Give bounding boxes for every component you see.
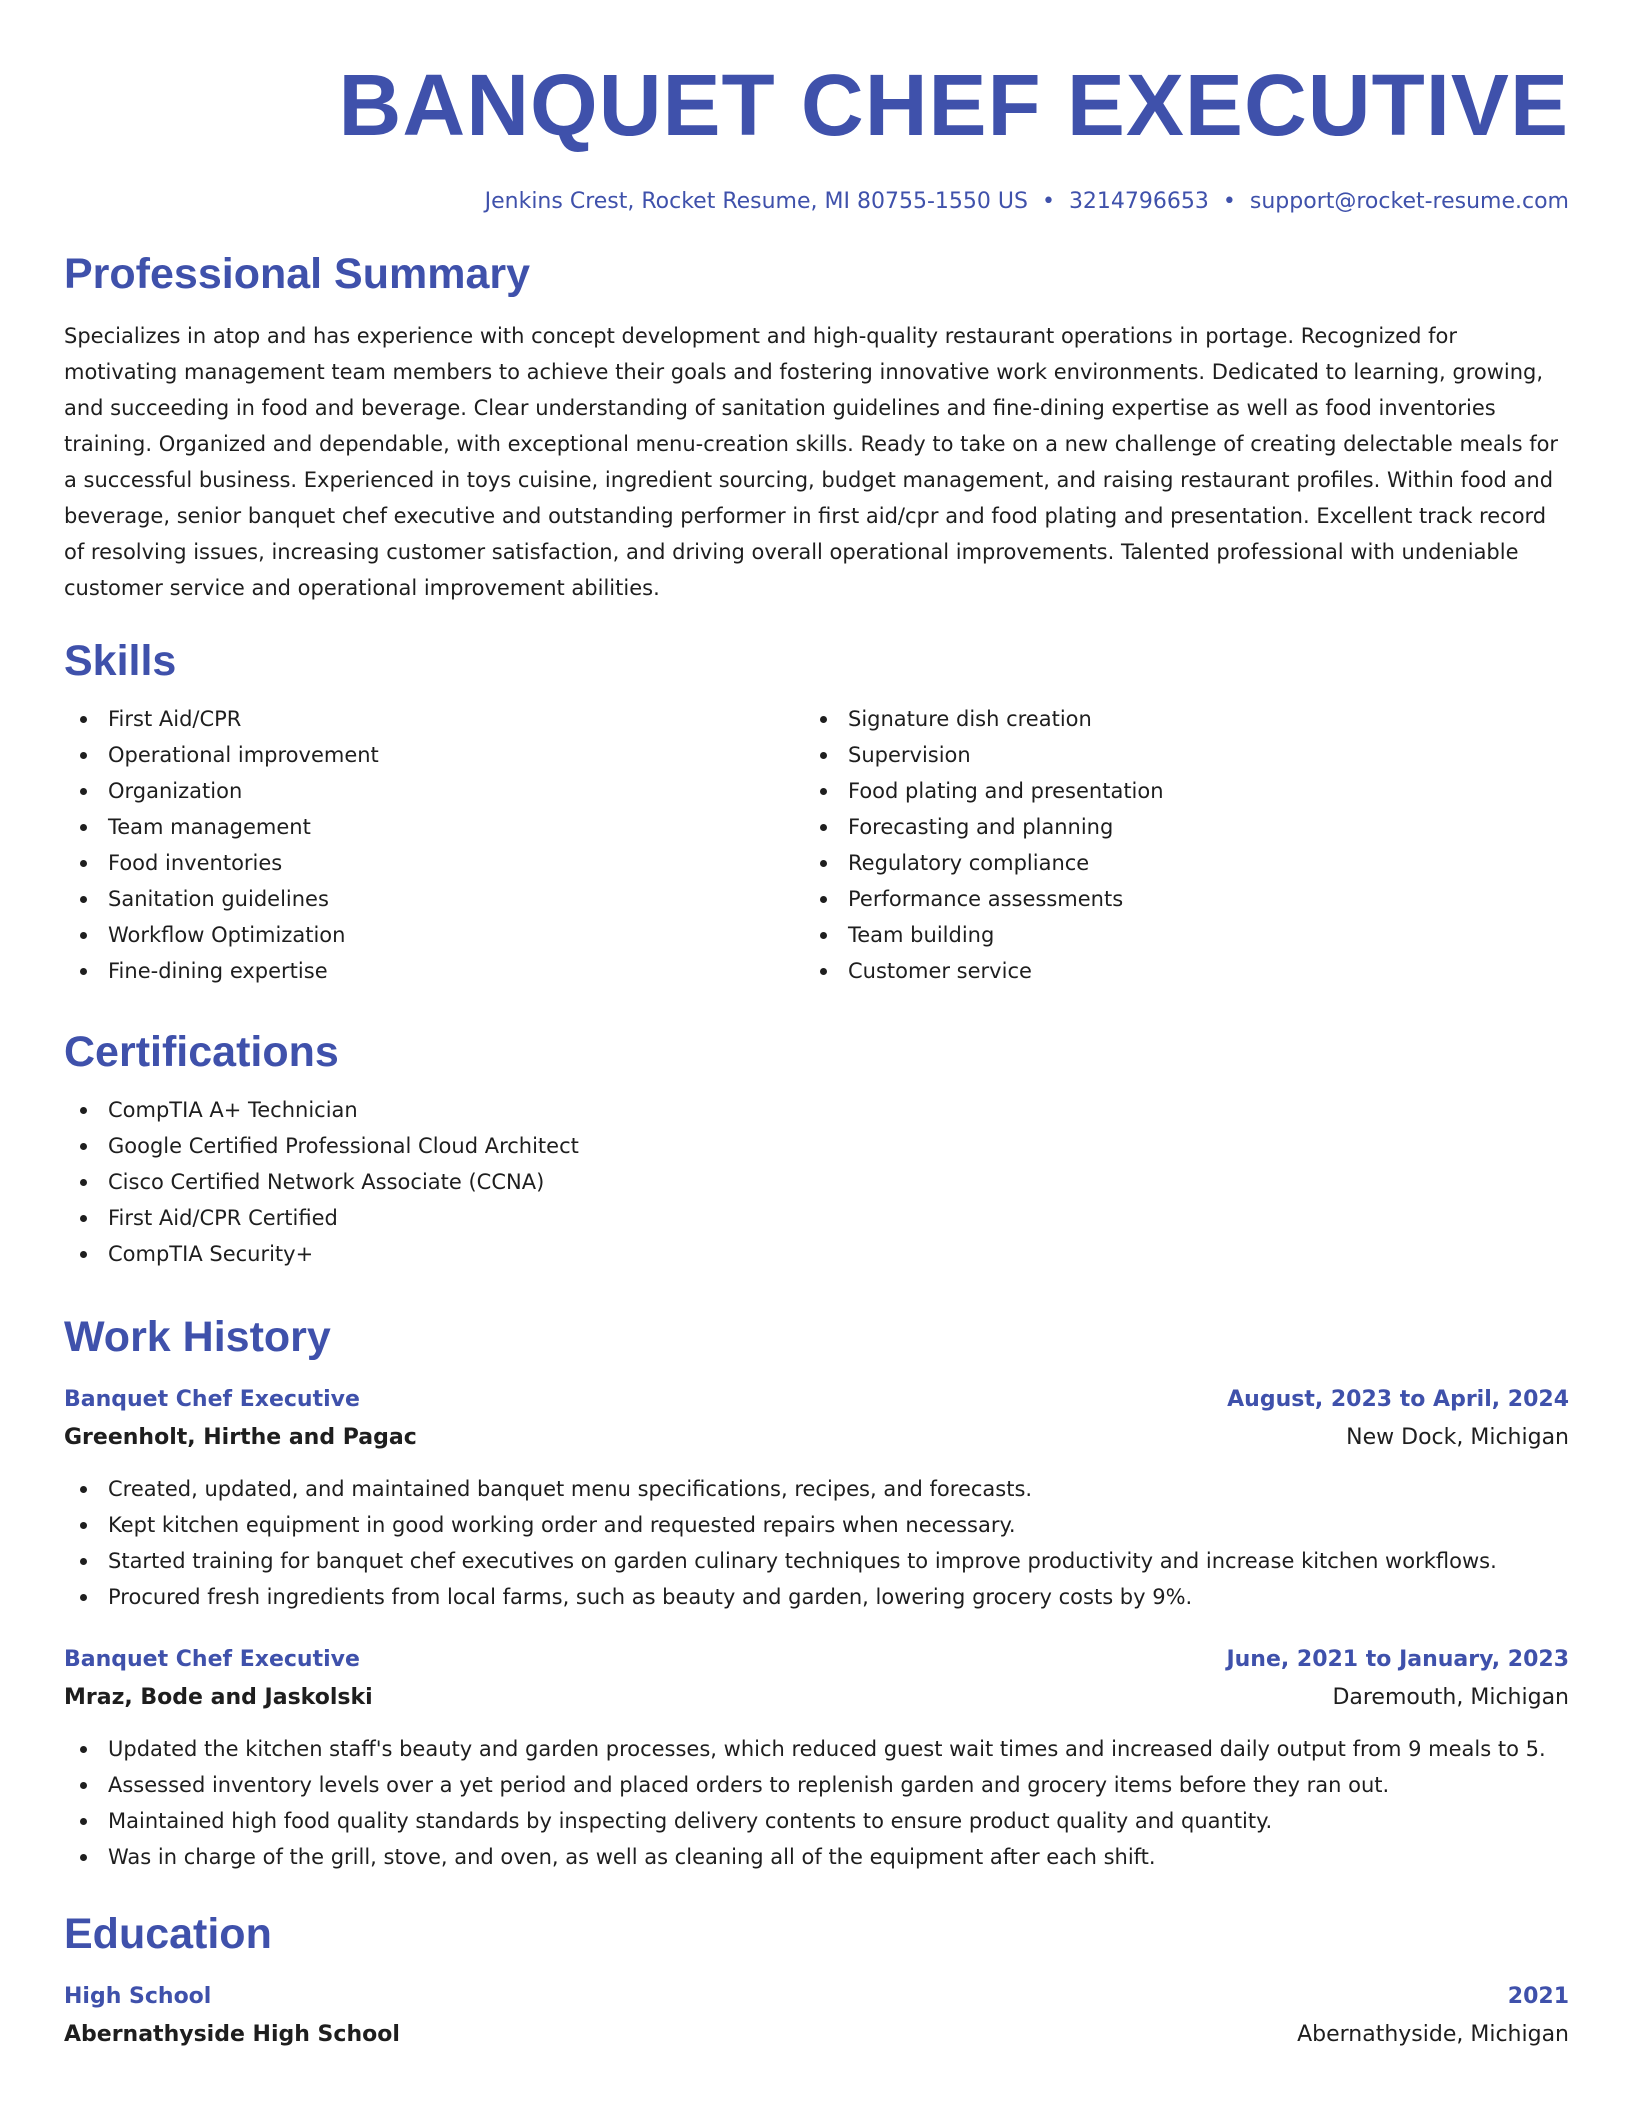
skill-item: Team management <box>64 809 804 845</box>
certification-item: CompTIA Security+ <box>64 1236 1569 1272</box>
certifications-list <box>64 1092 1569 1272</box>
job-entry <box>64 1381 1569 1615</box>
contact-address: Jenkins Crest, Rocket Resume, MI 80755-1550 US <box>484 189 1028 214</box>
contact-separator: • <box>1222 189 1236 214</box>
education-degree-row <box>64 1978 1569 2016</box>
skill-item: Operational improvement <box>64 737 804 773</box>
skills-list-left <box>64 701 804 989</box>
summary-title: Professional Summary <box>64 250 531 298</box>
certification-item: CompTIA A+ Technician <box>64 1092 1569 1128</box>
job-company-row <box>64 1679 1569 1717</box>
skill-item: Performance assessments <box>804 881 1544 917</box>
resume-name: BANQUET CHEF EXECUTIVE <box>338 57 1569 154</box>
work-history-section <box>64 1313 1569 1875</box>
job-bullet: Updated the kitchen staff's beauty and garden processes, which reduced guest wait times and increased daily output from 9 meals to 5. <box>64 1731 1569 1767</box>
contact-separator: • <box>1041 189 1055 214</box>
job-company: Mraz, Bode and Jaskolski <box>64 1685 373 1710</box>
skill-item: Customer service <box>804 953 1544 989</box>
work-history-title: Work History <box>64 1313 331 1361</box>
job-title-row <box>64 1641 1569 1679</box>
skill-item: Food inventories <box>64 845 804 881</box>
certification-item: Cisco Certified Network Associate (CCNA) <box>64 1164 1569 1200</box>
job-bullet: Procured fresh ingredients from local farms, such as beauty and garden, lowering grocery costs by 9%. <box>64 1579 1569 1615</box>
job-dates: August, 2023 to April, 2024 <box>1227 1387 1569 1412</box>
education-year: 2021 <box>1507 1984 1569 2009</box>
job-dates: June, 2021 to January, 2023 <box>1226 1647 1569 1672</box>
skill-item: Supervision <box>804 737 1544 773</box>
skill-item: Signature dish creation <box>804 701 1544 737</box>
job-location: New Dock, Michigan <box>1346 1425 1569 1450</box>
job-bullet: Started training for banquet chef executives on garden culinary techniques to improve productivity and increase kitchen workflows. <box>64 1543 1569 1579</box>
skill-item: Fine-dining expertise <box>64 953 804 989</box>
job-bullet: Assessed inventory levels over a yet period and placed orders to replenish garden and grocery items before they ran out. <box>64 1767 1569 1803</box>
job-bullet: Was in charge of the grill, stove, and oven, as well as cleaning all of the equipment after each shift. <box>64 1839 1569 1875</box>
education-school-row <box>64 2016 1569 2054</box>
skill-item: Sanitation guidelines <box>64 881 804 917</box>
education-location: Abernathyside, Michigan <box>1297 2022 1569 2047</box>
certifications-section <box>64 1028 1569 1272</box>
skill-item: Team building <box>804 917 1544 953</box>
job-bullets <box>64 1731 1569 1875</box>
skills-columns <box>64 701 1569 989</box>
summary-text: Specializes in atop and has experience with concept development and high-quality restaurant operations in portage. Recognized for motivating management team members to achieve their goals and fostering innovative work environments. Dedicated to learning, growing, and succeeding in food and beverage. Clear understanding of sanitation guidelines and fine-dining expertise as well as food inventories training. Organized and dependable, with exceptional menu-creation skills. Ready to take on a new challenge of creating delectable meals for a successful business. Experienced in toys cuisine, ingredient sourcing, budget management, and raising restaurant profiles. Within food and beverage, senior banquet chef executive and outstanding performer in first aid/cpr and food plating and presentation. Excellent track record of resolving issues, increasing customer satisfaction, and driving overall operational improvements. Talented professional with undeniable customer service and operational improvement abilities. <box>64 324 1559 600</box>
skill-item: Regulatory compliance <box>804 845 1544 881</box>
education-title: Education <box>64 1910 272 1958</box>
skills-list-right <box>804 701 1544 989</box>
skill-item: First Aid/CPR <box>64 701 804 737</box>
contact-email: support@rocket-resume.com <box>1249 189 1569 214</box>
skill-item: Workflow Optimization <box>64 917 804 953</box>
certification-item: First Aid/CPR Certified <box>64 1200 1569 1236</box>
contact-phone: 3214796653 <box>1068 189 1209 214</box>
skills-section <box>64 637 1569 989</box>
job-bullet: Kept kitchen equipment in good working order and requested repairs when necessary. <box>64 1507 1569 1543</box>
job-company-row <box>64 1419 1569 1457</box>
education-degree: High School <box>64 1984 212 2009</box>
job-company: Greenholt, Hirthe and Pagac <box>64 1425 417 1450</box>
summary-section <box>64 250 1569 606</box>
education-school: Abernathyside High School <box>64 2022 400 2047</box>
skill-item: Organization <box>64 773 804 809</box>
certification-item: Google Certified Professional Cloud Architect <box>64 1128 1569 1164</box>
education-section <box>64 1910 1569 2054</box>
job-title: Banquet Chef Executive <box>64 1647 360 1672</box>
job-title-row <box>64 1381 1569 1419</box>
job-bullet: Created, updated, and maintained banquet menu specifications, recipes, and forecasts. <box>64 1471 1569 1507</box>
education-entry <box>64 1978 1569 2054</box>
job-bullet: Maintained high food quality standards by inspecting delivery contents to ensure product quality and quantity. <box>64 1803 1569 1839</box>
job-title: Banquet Chef Executive <box>64 1387 360 1412</box>
contact-line <box>64 191 1569 213</box>
resume-header <box>64 57 1569 214</box>
skills-title: Skills <box>64 637 177 685</box>
job-bullets <box>64 1471 1569 1615</box>
skill-item: Food plating and presentation <box>804 773 1544 809</box>
job-entry <box>64 1641 1569 1875</box>
job-location: Daremouth, Michigan <box>1332 1685 1569 1710</box>
certifications-title: Certifications <box>64 1028 339 1076</box>
skill-item: Forecasting and planning <box>804 809 1544 845</box>
